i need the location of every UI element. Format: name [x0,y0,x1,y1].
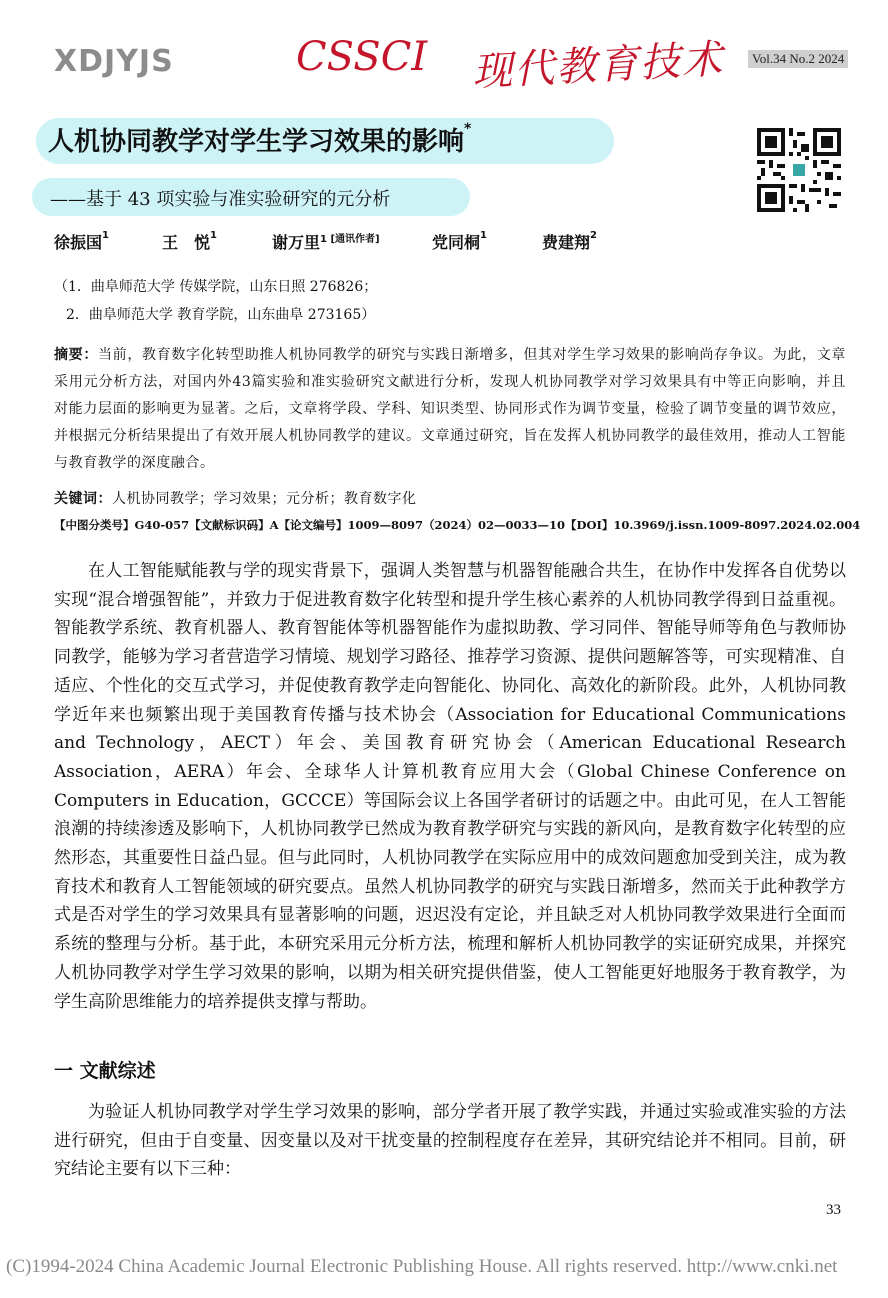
article-subtitle: ——基于 43 项实验与准实验研究的元分析 [50,189,391,210]
volume-label: Vol.34 No.2 2024 [748,50,848,68]
handwritten-note: 现代教育技术 [471,36,726,96]
article-title [48,121,471,158]
abstract [54,342,846,477]
section-paragraph: 为验证人机协同教学对学生学习效果的影响，部分学者开展了教学实践，并通过实验或准实验的方法进行研究，但由于自变量、因变量以及对干扰变量的控制程度存在差异，其研究结论并不相同。目前，研究结论主要有以下三种： [54,1102,846,1180]
intro-paragraph: 在人工智能赋能教与学的现实背景下，强调人类智慧与机器智能融合共生，在协作中发挥各自优势以实现“混合增强智能”，并致力于促进教育数字化转型和提升学生核心素养的人机协同教学得到日益重视。智能教学系统、教育机器人、教育智能体等机器智能作为虚拟助教、学习同伴、智能导师等角色与教师协同教学，能够为学习者营造学习情境、规划学习路径、推荐学习资源、提供问题解答等，可实现精准、自适应、个性化的交互式学习，并促使教育教学走向智能化、协同化、高效化的新阶段。此外，人机协同教学近年来也频繁出现于美国教育传播与技术协会（Association for Educational Communications and Technology，AECT）年会、美国教育研究协会（American Educational Research Association，AERA）年会、全球华人计算机教育应用大会（Global Chinese Conference on Computers in Education，GCCCE）等国际会议上各国学者研讨的话题之中。由此可见，在人工智能浪潮的持续渗透及影响下，人机协同教学已然成为教育教学研究与实践的新风向，是教育数字化转型的应然形态，其重要性日益凸显。但与此同时，人机协同教学在实际应用中的成效问题愈加受到关注，成为教育技术和教育人工智能领域的研究要点。虽然人机协同教学的研究与实践日渐增多，然而关于此种教学方式是否对学生的学习效果具有显著影响的问题，迟迟没有定论，并且缺乏对人机协同教学效果进行全面而系统的整理与分析。基于此，本研究采用元分析方法，梳理和解析人机协同教学的实证研究成果，并探究人机协同教学对学生学习效果的影响，以期为相关研究提供借鉴，使人工智能更好地服务于教育教学，为学生高阶思维能力的培养提供支撑与帮助。 [54,561,846,1012]
abstract-text: 当前，教育数字化转型助推人机协同教学的研究与实践日渐增多，但其对学生学习效果的影响尚存争议。为此，文章采用元分析方法，对国内外43篇实验和准实验研究文献进行分析，发现人机协同教学对学习效果具有中等正向影响，并且对能力层面的影响更为显著。之后，文章将学段、学科、知识类型、协同形式作为调节变量，检验了调节变量的调节效应，并根据元分析结果提出了有效开展人机协同教学的建议。文章通过研究，旨在发挥人机协同教学的最佳效用，推动人工智能与教育教学的深度融合。 [54,347,846,471]
author-name: 费建翔$^2$ [542,230,597,252]
abstract-label: 摘要： [54,347,99,363]
affiliation: （1．曲阜师范大学 传媒学院，山东日照 276826； [54,279,378,295]
article-title-text: 人机协同教学对学生学习效果的影响 [48,127,465,157]
keywords-text: 人机协同教学；学习效果；元分析；教育数字化 [112,491,417,507]
journal-logo: XDJYJS [54,44,174,79]
handwritten-code: CSSCI [296,34,428,80]
keywords [54,488,417,508]
qr-code-icon[interactable] [757,128,841,212]
affiliation: 2．曲阜师范大学 教育学院，山东曲阜 273165） [66,307,376,323]
author-name: 党同桐$^1$ [432,230,487,252]
keywords-label: 关键词： [54,491,112,507]
author-name: 徐振国$^1$ [54,230,109,252]
page-number: 33 [826,1202,841,1218]
author-name: 王 悦$^1$ [162,230,217,252]
title-footnote-mark: * [464,121,472,137]
copyright-footer: (C)1994-2024 China Academic Journal Electronic Publishing House. All rights reserved. http://www.cnki.net [6,1256,838,1277]
classification-line: 【中图分类号】G40-057【文献标识码】A【论文编号】1009—8097（2024）02—0033—10【DOI】10.3969/j.issn.1009-8097.2024.02.004 [54,518,861,532]
author-name: 谢万里$^{1 [通讯作者]}$ [272,233,380,252]
section-heading: 一 文献综述 [54,1060,156,1082]
